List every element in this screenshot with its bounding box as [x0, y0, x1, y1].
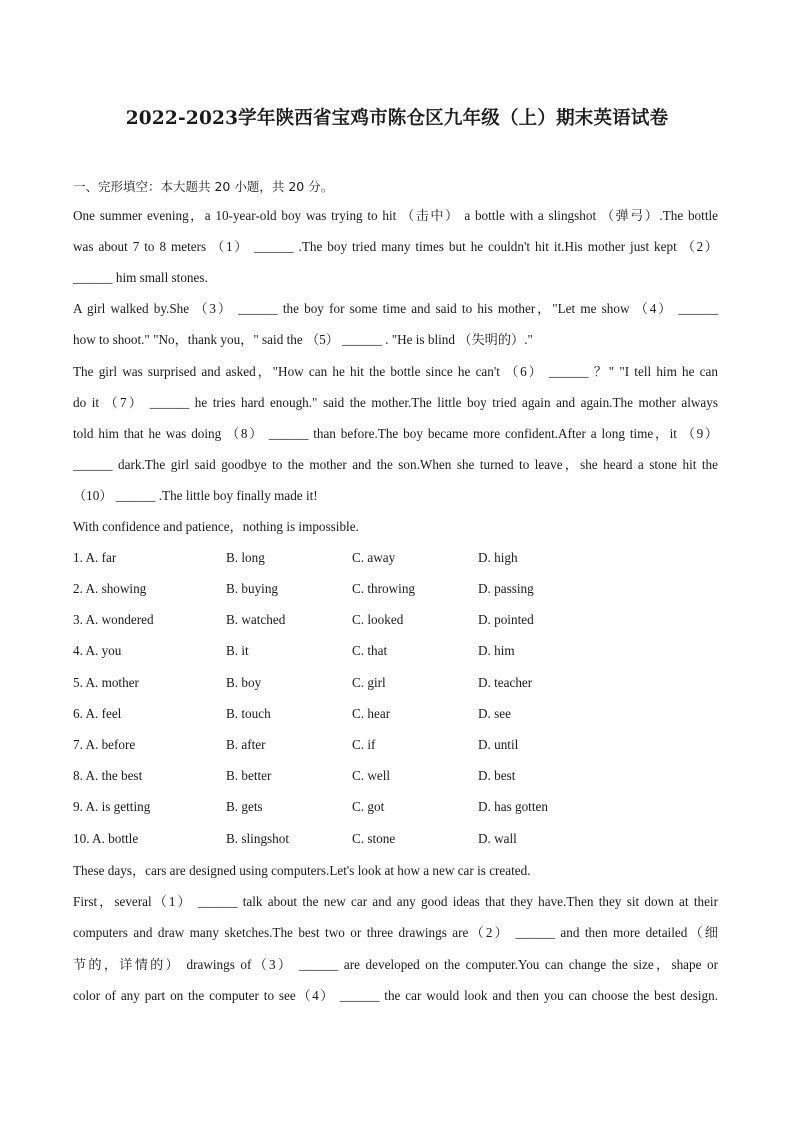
option-c: C. got: [352, 799, 385, 814]
option-a: 4. A. you: [73, 643, 122, 658]
option-d: D. until: [478, 737, 519, 752]
option-d: D. him: [478, 643, 515, 658]
option-d: D. best: [478, 768, 516, 783]
passage-line: First，several（1） ______ talk about the new car and any good ideas that they have.Then they sit down at their: [73, 894, 718, 909]
passage-line: computers and draw many sketches.The best two or three drawings are（2） ______ and then more detailed（细: [73, 925, 718, 940]
option-a: 6. A. feel: [73, 706, 122, 721]
option-b: B. better: [226, 768, 272, 783]
passage-line: These days，cars are designed using computers.Let's look at how a new car is created.: [73, 863, 531, 878]
option-d: D. has gotten: [478, 799, 548, 814]
option-d: D. high: [478, 550, 518, 565]
option-c: C. well: [352, 768, 391, 783]
passage-line: （10） ______ .The little boy finally made it!: [73, 488, 318, 503]
option-b: B. after: [226, 737, 266, 752]
passage-line: how to shoot." "No，thank you，" said the （5） ______ . "He is blind （失明的）.": [73, 332, 533, 347]
option-a: 8. A. the best: [73, 768, 143, 783]
exam-title: 2022-2023学年陕西省宝鸡市陈仓区九年级（上）期末英语试卷: [125, 108, 669, 129]
passage-line: do it （7） ______ he tries hard enough." said the mother.The little boy tried again and again.The mother always: [73, 395, 718, 410]
option-c: C. hear: [352, 706, 391, 721]
option-c: C. throwing: [352, 581, 416, 596]
option-a: 10. A. bottle: [73, 831, 139, 846]
option-b: B. boy: [226, 675, 262, 690]
option-b: B. buying: [226, 581, 279, 596]
option-b: B. slingshot: [226, 831, 290, 846]
option-a: 3. A. wondered: [73, 612, 154, 627]
passage-line: color of any part on the computer to see（4） ______ the car would look and then you can choose the best design.: [73, 988, 718, 1003]
passage-line: 节的，详情的） drawings of（3） ______ are developed on the computer.You can change the size，shape or: [73, 957, 718, 972]
option-d: D. wall: [478, 831, 517, 846]
option-b: B. watched: [226, 612, 286, 627]
option-b: B. long: [226, 550, 265, 565]
passage-line: ______ dark.The girl said goodbye to the mother and the son.When she turned to leave，she heard a stone hit the: [73, 457, 718, 472]
passage-line: A girl walked by.She （3） ______ the boy for some time and said to his mother，"Let me show （4） ______: [73, 301, 718, 316]
option-d: D. teacher: [478, 675, 533, 690]
option-a: 7. A. before: [73, 737, 136, 752]
passage-line: was about 7 to 8 meters （1） ______ .The boy tried many times but he couldn't hit it.His mother just kept （2）: [73, 239, 718, 254]
passage-line: With confidence and patience，nothing is impossible.: [73, 519, 359, 534]
option-d: D. pointed: [478, 612, 534, 627]
passage-line: The girl was surprised and asked，"How can he hit the bottle since he can't （6） ______ ？" "I tell him he can: [73, 364, 718, 379]
option-c: C. looked: [352, 612, 404, 627]
option-a: 5. A. mother: [73, 675, 139, 690]
option-c: C. girl: [352, 675, 386, 690]
option-d: D. see: [478, 706, 511, 721]
option-c: C. away: [352, 550, 396, 565]
option-b: B. it: [226, 643, 249, 658]
option-b: B. gets: [226, 799, 263, 814]
passage-line: ______ him small stones.: [73, 270, 208, 285]
option-c: C. stone: [352, 831, 396, 846]
option-a: 9. A. is getting: [73, 799, 151, 814]
option-d: D. passing: [478, 581, 534, 596]
section-heading: 一、完形填空：本大题共 20 小题，共 20 分。: [73, 179, 334, 194]
option-c: C. that: [352, 643, 388, 658]
passage-line: told him that he was doing （8） ______ than before.The boy became more confident.After a long time，it （9）: [73, 426, 718, 441]
option-c: C. if: [352, 737, 376, 752]
option-a: 1. A. far: [73, 550, 117, 565]
option-a: 2. A. showing: [73, 581, 147, 596]
option-b: B. touch: [226, 706, 271, 721]
passage-line: One summer evening，a 10-year-old boy was trying to hit （击中） a bottle with a slingshot （弹弓）.The bottle: [73, 208, 718, 223]
